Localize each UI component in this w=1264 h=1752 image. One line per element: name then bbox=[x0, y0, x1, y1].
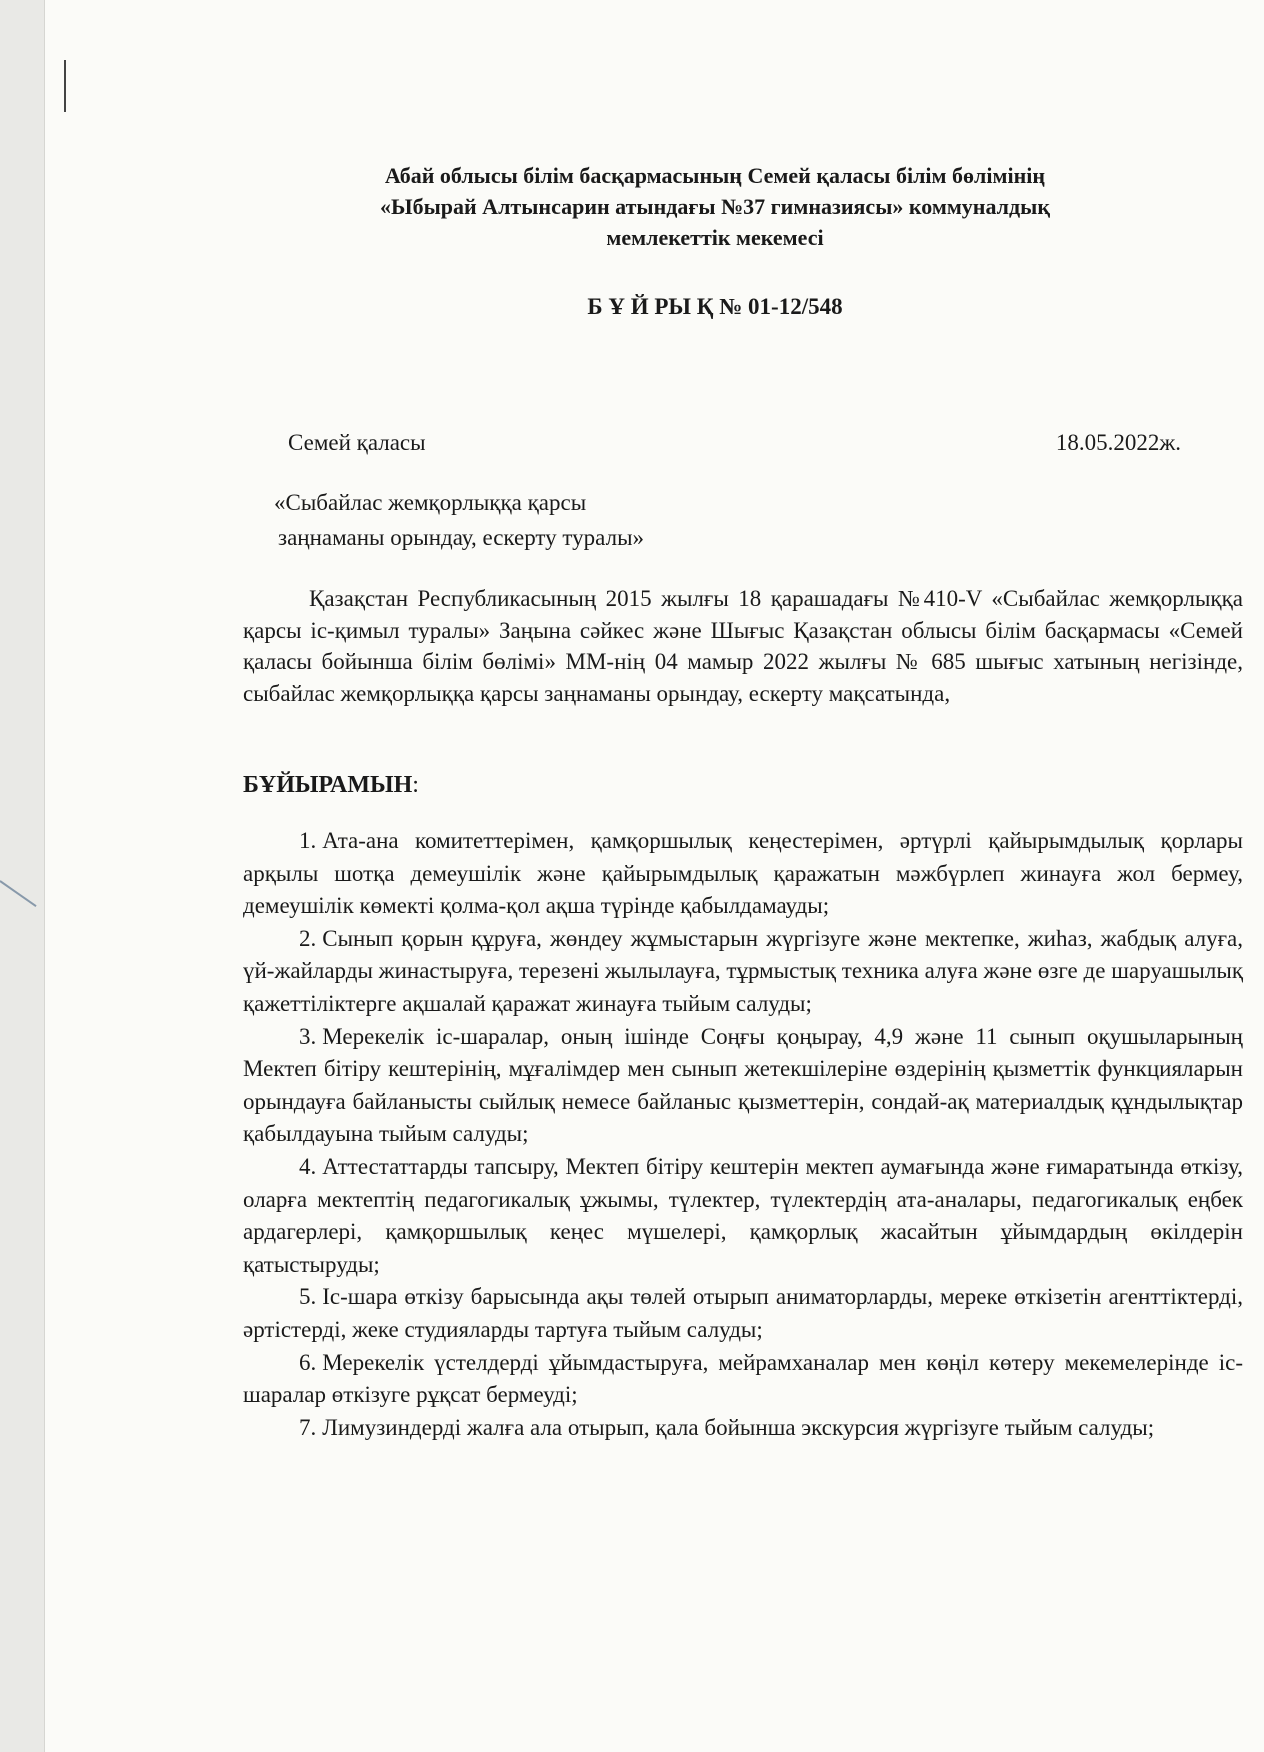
item-text: Іс-шара өткізу барысында ақы төлей отырып аниматорларды, мереке өткізетін агенттіктерді, әртістерді, жеке студияларды тартуға тыйым салуды; bbox=[243, 1284, 1243, 1342]
header-line-3: мемлекеттік мекемесі bbox=[606, 225, 824, 250]
item-number: 3. bbox=[299, 1023, 317, 1049]
preamble bbox=[243, 583, 1243, 709]
item-number: 2. bbox=[299, 925, 317, 951]
item-number: 6. bbox=[299, 1349, 317, 1375]
header-line-2: «Ыбырай Алтынсарин атындағы №37 гимназиясы» коммуналдық bbox=[379, 194, 1050, 219]
organization-header bbox=[225, 160, 1205, 253]
item-number: 7. bbox=[299, 1414, 317, 1440]
list-item bbox=[243, 1281, 1243, 1346]
item-number: 5. bbox=[299, 1284, 317, 1310]
item-text: Сынып қорын құруға, жөндеу жұмыстарын жүргізуге және мектепке, жиһаз, жабдық алуға, үй-жайларды жинастыруға, терезені жылылауға, тұрмыстық техника алуға және өзге де шаруашылық қажеттіліктерге ақшалай қаражат жинауға тыйым салуды; bbox=[243, 925, 1243, 1016]
item-text: Мерекелік іс-шаралар, оның ішінде Соңғы қоңырау, 4,9 және 11 сынып оқушыларының Мектеп бітіру кештерінің, мұғалімдер мен сынып жетекшілеріне өздерінің қызметтік функцияларын орындауға байланысты сыйлық немесе байланыс қызметтерін, сондай-ақ материалдық құндылықтар қабылдауына тыйым салуды; bbox=[243, 1023, 1243, 1147]
decree-heading-colon: : bbox=[412, 772, 419, 798]
header-line-1: Абай облысы білім басқармасының Семей қаласы білім бөлімінің bbox=[384, 163, 1046, 188]
subject-line-1: «Сыбайлас жемқорлыққа қарсы bbox=[274, 490, 587, 515]
margin-pen-mark bbox=[64, 60, 66, 112]
list-item bbox=[243, 923, 1243, 1021]
decree-heading bbox=[243, 772, 419, 799]
list-item bbox=[243, 825, 1243, 923]
order-subject bbox=[274, 485, 644, 555]
order-title: Б Ұ Й РЫ Қ № 01-12/548 bbox=[587, 294, 843, 319]
item-text: Аттестаттарды тапсыру, Мектеп бітіру кештерін мектеп аумағында және ғимаратында өткізу, оларға мектептің педагогикалық ұжымы, түлектер, түлектердің ата-аналары, педагогикалық еңбек ардагерлері, қамқоршылық кеңес мүшелері, қамқорлық жасайтын ұйымдардың өкілдерін қатыстыруды; bbox=[243, 1153, 1243, 1277]
decree-items bbox=[243, 825, 1243, 1444]
item-text: Лимузиндерді жалға ала отырып, қала бойынша экскурсия жүргізуге тыйым салуды; bbox=[322, 1414, 1155, 1440]
item-text: Ата-ана комитеттерімен, қамқоршылық кеңестерімен, әртүрлі қайырымдылық қорлары арқылы шотқа демеушілік және қайырымдылық қаражатын мәжбүрлеп жинауға жол бермеу, демеушілік көмекті қолма-қол ақша түрінде қабылдамауды; bbox=[243, 828, 1243, 919]
preamble-text: Қазақстан Республикасының 2015 жылғы 18 қарашадағы №410-V «Сыбайлас жемқорлыққа қарсы іс-қимыл туралы» Заңына сәйкес және Шығыс Қазақстан облысы білім басқармасы «Семей қаласы бойынша білім бөлімі» ММ-нің 04 мамыр 2022 жылғы № 685 шығыс хатының негізінде, сыбайлас жемқорлыққа қарсы заңнаманы орындау, ескерту мақсатында, bbox=[243, 586, 1243, 706]
item-number: 1. bbox=[299, 828, 317, 853]
item-text: Мерекелік үстелдерді ұйымдастыруға, мейрамханалар мен көңіл көтеру мекемелерінде іс-шаралар өткізуге рұқсат бермеуді; bbox=[243, 1349, 1243, 1408]
scan-artifact-line bbox=[0, 880, 37, 907]
list-item bbox=[243, 1347, 1243, 1412]
order-date: 18.05.2022ж. bbox=[1055, 430, 1181, 455]
order-city: Семей қаласы bbox=[288, 430, 426, 455]
list-item bbox=[243, 1151, 1243, 1281]
list-item bbox=[243, 1021, 1243, 1151]
document-page bbox=[44, 0, 1264, 1752]
list-item bbox=[243, 1412, 1243, 1445]
decree-heading-text: БҰЙЫРАМЫН bbox=[243, 772, 413, 798]
subject-line-2: заңнаманы орындау, ескерту туралы» bbox=[278, 525, 645, 550]
item-number: 4. bbox=[299, 1153, 317, 1179]
